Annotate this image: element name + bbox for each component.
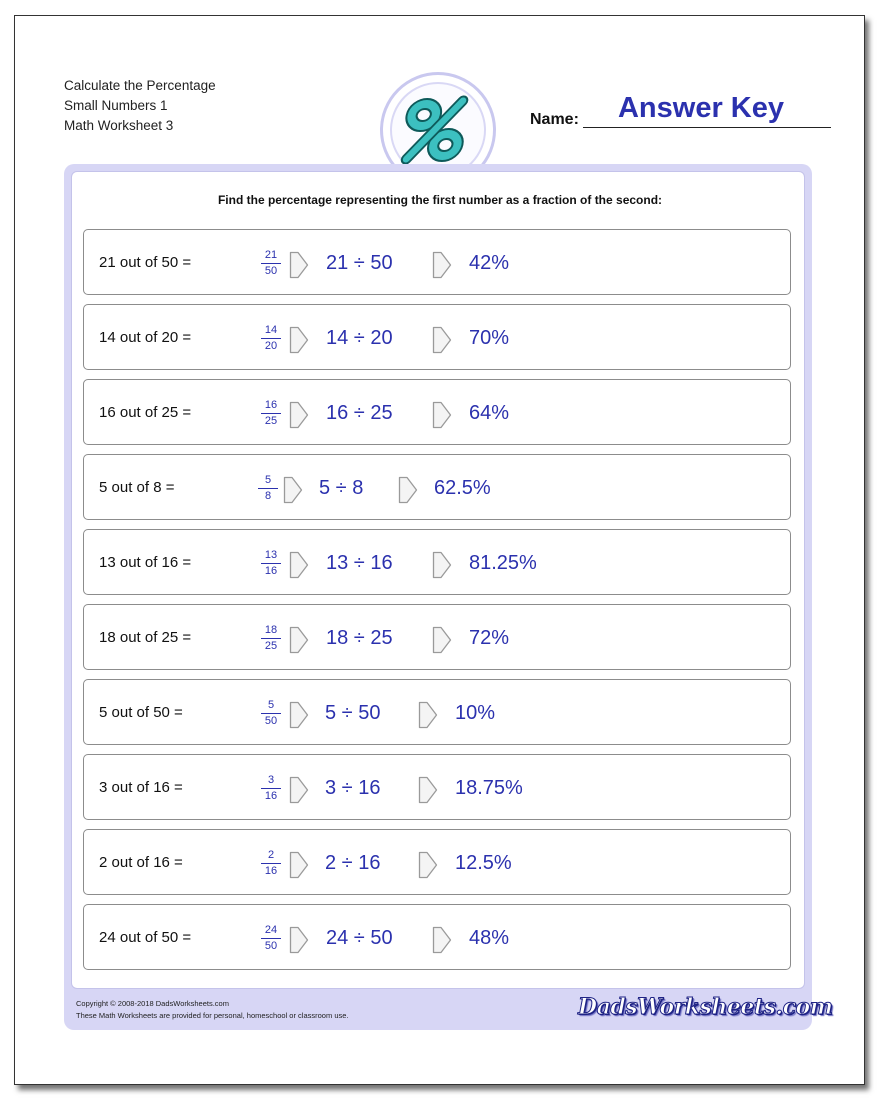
fraction-denominator: 25	[264, 415, 278, 427]
step-arrow-icon	[432, 326, 452, 354]
step-arrow-icon	[289, 251, 309, 279]
step-arrow-icon	[398, 476, 418, 504]
step-arrow-icon	[432, 401, 452, 429]
chevron-right-icon	[289, 851, 309, 879]
problem-question: 18 out of 25 =	[99, 629, 192, 646]
problem-question: 14 out of 20 =	[99, 329, 192, 346]
problem-question: 13 out of 16 =	[99, 554, 192, 571]
fraction-bar	[261, 413, 281, 414]
chevron-right-icon	[432, 551, 452, 579]
problem-row	[83, 604, 791, 670]
fraction-numerator: 13	[264, 549, 278, 561]
usage-note: These Math Worksheets are provided for personal, homeschool or classroom use.	[76, 1011, 349, 1020]
chevron-right-icon	[432, 926, 452, 954]
footer-text	[76, 998, 349, 1022]
fraction-bar	[258, 488, 278, 489]
fraction	[259, 249, 283, 278]
problem-row	[83, 529, 791, 595]
step-arrow-icon	[432, 926, 452, 954]
problem-row	[83, 229, 791, 295]
chevron-right-icon	[289, 551, 309, 579]
fraction	[259, 774, 283, 803]
problem-question: 5 out of 8 =	[99, 479, 175, 496]
chevron-right-icon	[289, 326, 309, 354]
chevron-right-icon	[418, 701, 438, 729]
problem-row	[83, 379, 791, 445]
chevron-right-icon	[289, 251, 309, 279]
fraction	[256, 474, 280, 503]
name-label: Name:	[530, 111, 579, 128]
copyright-text: Copyright © 2008-2018 DadsWorksheets.com	[76, 999, 229, 1008]
problem-row	[83, 904, 791, 970]
fraction-numerator: 21	[264, 249, 278, 261]
division-expression: 16 ÷ 25	[326, 402, 393, 424]
name-underline	[583, 127, 831, 128]
fraction-numerator: 18	[264, 624, 278, 636]
percentage-answer: 70%	[469, 327, 510, 349]
division-expression: 14 ÷ 20	[326, 327, 393, 349]
percentage-answer: 18.75%	[455, 777, 523, 799]
fraction-bar	[261, 638, 281, 639]
worksheet-subtitle: Small Numbers 1	[64, 98, 168, 113]
step-arrow-icon	[418, 851, 438, 879]
worksheet-title: Calculate the Percentage	[64, 78, 216, 93]
step-arrow-icon	[289, 626, 309, 654]
worksheet-title-block	[64, 76, 216, 136]
problem-question: 2 out of 16 =	[99, 854, 183, 871]
fraction	[259, 699, 283, 728]
chevron-right-icon	[432, 326, 452, 354]
percentage-answer: 12.5%	[455, 852, 512, 874]
fraction-numerator: 3	[267, 774, 275, 786]
division-expression: 5 ÷ 8	[319, 477, 364, 499]
step-arrow-icon	[289, 776, 309, 804]
step-arrow-icon	[432, 626, 452, 654]
percentage-answer: 64%	[469, 402, 510, 424]
problem-question: 3 out of 16 =	[99, 779, 183, 796]
instructions: Find the percentage representing the first number as a fraction of the second:	[217, 193, 663, 207]
chevron-right-icon	[289, 926, 309, 954]
chevron-right-icon	[432, 401, 452, 429]
chevron-right-icon	[432, 251, 452, 279]
fraction-numerator: 2	[267, 849, 275, 861]
division-expression: 24 ÷ 50	[326, 927, 393, 949]
step-arrow-icon	[432, 251, 452, 279]
chevron-right-icon	[289, 776, 309, 804]
fraction-denominator: 16	[264, 790, 278, 802]
percentage-answer: 48%	[469, 927, 510, 949]
percentage-answer: 81.25%	[469, 552, 537, 574]
division-expression: 2 ÷ 16	[325, 852, 381, 874]
fraction-denominator: 25	[264, 640, 278, 652]
fraction-denominator: 50	[264, 940, 278, 952]
name-answer-key: Answer Key	[617, 92, 784, 124]
fraction-bar	[261, 788, 281, 789]
worksheet-number: Math Worksheet 3	[64, 118, 174, 133]
fraction	[259, 624, 283, 653]
fraction	[259, 849, 283, 878]
fraction-numerator: 14	[264, 324, 278, 336]
fraction	[259, 324, 283, 353]
problem-row	[83, 829, 791, 895]
chevron-right-icon	[418, 851, 438, 879]
fraction-numerator: 5	[264, 474, 272, 486]
problem-question: 24 out of 50 =	[99, 929, 192, 946]
problem-question: 21 out of 50 =	[99, 254, 192, 271]
dadsworksheets-logo: DadsWorksheets.com	[578, 994, 833, 1020]
fraction-numerator: 5	[267, 699, 275, 711]
problem-row	[83, 679, 791, 745]
chevron-right-icon	[432, 626, 452, 654]
division-expression: 18 ÷ 25	[326, 627, 393, 649]
problem-row	[83, 454, 791, 520]
percentage-answer: 10%	[455, 702, 496, 724]
step-arrow-icon	[418, 701, 438, 729]
step-arrow-icon	[432, 551, 452, 579]
problem-row	[83, 304, 791, 370]
percentage-answer: 72%	[469, 627, 510, 649]
fraction	[259, 924, 283, 953]
fraction-denominator: 8	[264, 490, 272, 502]
fraction-bar	[261, 263, 281, 264]
percentage-answer: 62.5%	[434, 477, 491, 499]
fraction-bar	[261, 863, 281, 864]
fraction-denominator: 50	[264, 715, 278, 727]
step-arrow-icon	[289, 926, 309, 954]
fraction-denominator: 50	[264, 265, 278, 277]
chevron-right-icon	[283, 476, 303, 504]
fraction-denominator: 20	[264, 340, 278, 352]
chevron-right-icon	[398, 476, 418, 504]
chevron-right-icon	[418, 776, 438, 804]
fraction-denominator: 16	[264, 565, 278, 577]
fraction-numerator: 24	[264, 924, 278, 936]
division-expression: 13 ÷ 16	[326, 552, 393, 574]
fraction-bar	[261, 338, 281, 339]
problem-row	[83, 754, 791, 820]
step-arrow-icon	[418, 776, 438, 804]
step-arrow-icon	[289, 701, 309, 729]
fraction-bar	[261, 938, 281, 939]
division-expression: 3 ÷ 16	[325, 777, 381, 799]
chevron-right-icon	[289, 626, 309, 654]
percentage-answer: 42%	[469, 252, 510, 274]
fraction	[259, 399, 283, 428]
fraction-bar	[261, 563, 281, 564]
problem-question: 5 out of 50 =	[99, 704, 183, 721]
fraction-denominator: 16	[264, 865, 278, 877]
step-arrow-icon	[289, 551, 309, 579]
fraction	[259, 549, 283, 578]
division-expression: 21 ÷ 50	[326, 252, 393, 274]
step-arrow-icon	[289, 326, 309, 354]
step-arrow-icon	[289, 851, 309, 879]
chevron-right-icon	[289, 701, 309, 729]
division-expression: 5 ÷ 50	[325, 702, 381, 724]
step-arrow-icon	[289, 401, 309, 429]
fraction-numerator: 16	[264, 399, 278, 411]
chevron-right-icon	[289, 401, 309, 429]
fraction-bar	[261, 713, 281, 714]
percent-icon	[398, 95, 478, 165]
problem-question: 16 out of 25 =	[99, 404, 192, 421]
step-arrow-icon	[283, 476, 303, 504]
